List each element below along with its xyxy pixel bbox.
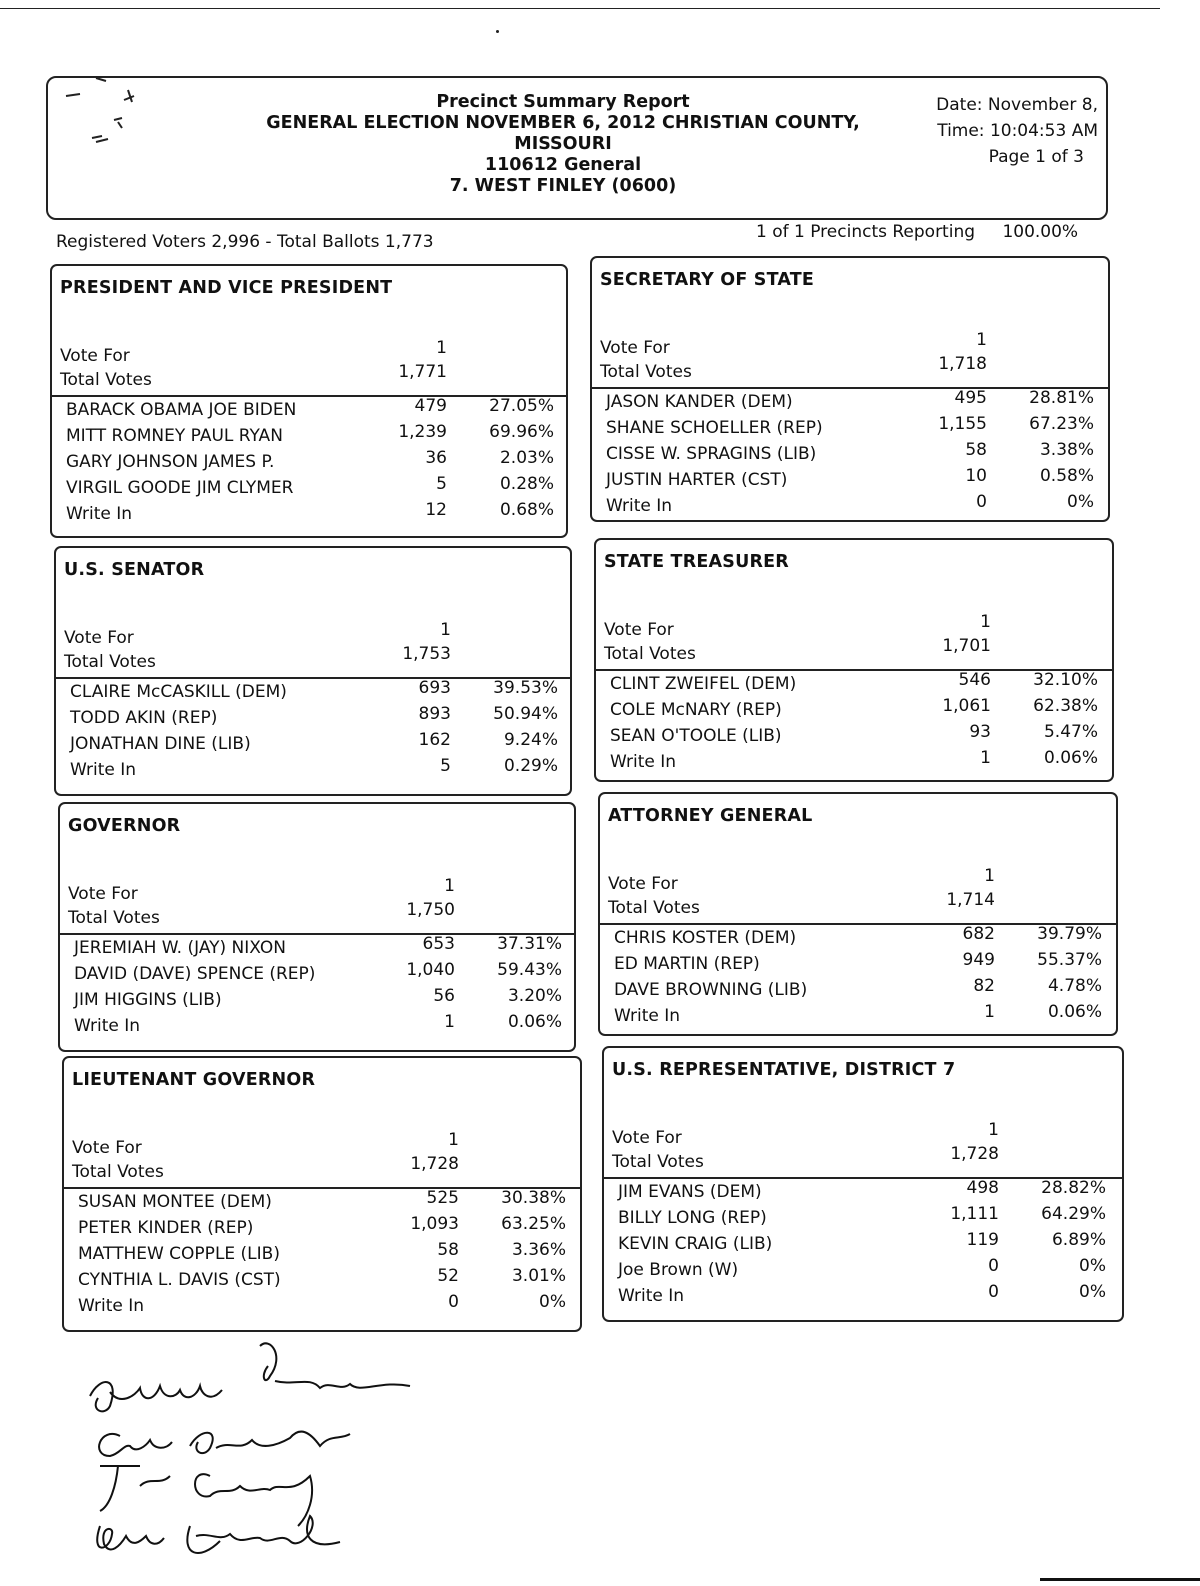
race-box-u-s-representative-district-7	[602, 1046, 1124, 1322]
race-box-u-s-senator	[54, 546, 572, 796]
registered-voters: Registered Voters 2,996 - Total Ballots 1,773	[56, 232, 434, 252]
candidate-name: Write In	[70, 760, 137, 780]
candidate-percent: 69.96%	[489, 422, 554, 442]
candidate-votes: 0	[448, 1292, 459, 1312]
candidate-percent: 37.31%	[497, 934, 562, 954]
report-title	[238, 92, 888, 197]
candidate-percent: 30.38%	[501, 1188, 566, 1208]
total-votes-label: Total Votes	[612, 1152, 704, 1172]
candidate-votes: 1,239	[398, 422, 447, 442]
candidate-percent: 0.58%	[1039, 466, 1094, 486]
candidate-name: Write In	[606, 496, 673, 516]
candidate-name: JASON KANDER (DEM)	[606, 392, 793, 412]
candidate-votes: 5	[436, 474, 447, 494]
total-votes-value: 1,728	[410, 1154, 459, 1174]
vote-for-label: Vote For	[60, 346, 130, 366]
candidate-votes: 893	[418, 704, 451, 724]
candidate-name: BARACK OBAMA JOE BIDEN	[66, 400, 297, 420]
report-header	[46, 76, 1108, 220]
vote-for-value: 1	[444, 876, 455, 896]
candidate-name: CLINT ZWEIFEL (DEM)	[610, 674, 797, 694]
candidate-percent: 59.43%	[497, 960, 562, 980]
candidate-name: DAVE BROWNING (LIB)	[614, 980, 808, 1000]
race-title: ATTORNEY GENERAL	[608, 806, 813, 826]
candidate-votes: 479	[414, 396, 447, 416]
race-title: SECRETARY OF STATE	[600, 270, 815, 290]
candidate-percent: 0%	[1079, 1282, 1106, 1302]
candidate-votes: 1,093	[410, 1214, 459, 1234]
race-title: PRESIDENT AND VICE PRESIDENT	[60, 278, 393, 298]
race-title: STATE TREASURER	[604, 552, 789, 572]
candidate-row	[604, 1282, 1122, 1312]
candidate-name: MITT ROMNEY PAUL RYAN	[66, 426, 283, 446]
candidate-name: SUSAN MONTEE (DEM)	[78, 1192, 272, 1212]
candidate-name: CHRIS KOSTER (DEM)	[614, 928, 797, 948]
vote-for-label: Vote For	[68, 884, 138, 904]
candidate-name: JONATHAN DINE (LIB)	[70, 734, 251, 754]
candidate-percent: 39.53%	[493, 678, 558, 698]
candidate-name: SHANE SCHOELLER (REP)	[606, 418, 823, 438]
race-box-secretary-of-state	[590, 256, 1110, 522]
candidate-percent: 3.01%	[511, 1266, 566, 1286]
total-votes-value: 1,701	[942, 636, 991, 656]
scan-speck	[496, 30, 499, 33]
candidate-percent: 64.29%	[1041, 1204, 1106, 1224]
candidate-name: Write In	[74, 1016, 141, 1036]
candidate-name: Write In	[618, 1286, 685, 1306]
candidate-votes: 12	[425, 500, 447, 520]
total-votes-label: Total Votes	[600, 362, 692, 382]
candidate-percent: 6.89%	[1051, 1230, 1106, 1250]
candidate-percent: 63.25%	[501, 1214, 566, 1234]
candidate-percent: 0.06%	[1043, 748, 1098, 768]
candidate-list	[596, 670, 1112, 778]
candidate-row	[600, 1002, 1116, 1032]
candidate-percent: 27.05%	[489, 396, 554, 416]
candidate-list	[604, 1178, 1122, 1312]
candidate-votes: 56	[433, 986, 455, 1006]
candidate-percent: 0.28%	[499, 474, 554, 494]
candidate-name: CLAIRE McCASKILL (DEM)	[70, 682, 287, 702]
candidate-votes: 36	[425, 448, 447, 468]
candidate-percent: 28.82%	[1041, 1178, 1106, 1198]
candidate-votes: 162	[418, 730, 451, 750]
vote-for-value: 1	[984, 866, 995, 886]
vote-for-label: Vote For	[600, 338, 670, 358]
vote-for-value: 1	[988, 1120, 999, 1140]
total-votes-value: 1,750	[406, 900, 455, 920]
candidate-percent: 0.29%	[503, 756, 558, 776]
vote-for-label: Vote For	[604, 620, 674, 640]
candidate-list	[60, 934, 574, 1042]
candidate-votes: 1,040	[406, 960, 455, 980]
candidate-votes: 1	[980, 748, 991, 768]
candidate-percent: 4.78%	[1047, 976, 1102, 996]
candidate-list	[64, 1188, 580, 1322]
candidate-list	[56, 678, 570, 786]
candidate-votes: 0	[976, 492, 987, 512]
vote-for-value: 1	[980, 612, 991, 632]
candidate-votes: 693	[418, 678, 451, 698]
candidate-percent: 50.94%	[493, 704, 558, 724]
candidate-votes: 10	[965, 466, 987, 486]
candidate-percent: 28.81%	[1029, 388, 1094, 408]
candidate-name: MATTHEW COPPLE (LIB)	[78, 1244, 280, 1264]
vote-for-value: 1	[976, 330, 987, 350]
candidate-percent: 9.24%	[503, 730, 558, 750]
total-votes-label: Total Votes	[72, 1162, 164, 1182]
title-line: Precinct Summary Report	[436, 92, 690, 112]
candidate-percent: 39.79%	[1037, 924, 1102, 944]
vote-for-value: 1	[436, 338, 447, 358]
reporting-percent: 100.00%	[1002, 222, 1079, 242]
candidate-votes: 1	[444, 1012, 455, 1032]
race-title: U.S. SENATOR	[64, 560, 205, 580]
candidate-name: BILLY LONG (REP)	[618, 1208, 767, 1228]
report-meta	[918, 92, 1098, 170]
candidate-percent: 67.23%	[1029, 414, 1094, 434]
candidate-name: Write In	[614, 1006, 681, 1026]
total-votes-value: 1,718	[938, 354, 987, 374]
candidate-votes: 0	[988, 1282, 999, 1302]
candidate-votes: 682	[962, 924, 995, 944]
candidate-percent: 55.37%	[1037, 950, 1102, 970]
candidate-votes: 653	[422, 934, 455, 954]
candidate-name: VIRGIL GOODE JIM CLYMER	[66, 478, 294, 498]
candidate-row	[592, 492, 1108, 522]
candidate-percent: 0%	[1079, 1256, 1106, 1276]
title-line: MISSOURI	[514, 134, 612, 154]
vote-for-label: Vote For	[72, 1138, 142, 1158]
candidate-name: KEVIN CRAIG (LIB)	[618, 1234, 773, 1254]
total-votes-label: Total Votes	[60, 370, 152, 390]
page-number: Page 1 of 3	[988, 147, 1084, 167]
candidate-list	[52, 396, 566, 530]
candidate-percent: 0.68%	[499, 500, 554, 520]
candidate-row	[60, 1012, 574, 1042]
candidate-name: JUSTIN HARTER (CST)	[606, 470, 788, 490]
candidate-votes: 1	[984, 1002, 995, 1022]
candidate-percent: 3.36%	[511, 1240, 566, 1260]
total-votes-label: Total Votes	[68, 908, 160, 928]
candidate-votes: 82	[973, 976, 995, 996]
total-votes-value: 1,714	[946, 890, 995, 910]
candidate-name: CYNTHIA L. DAVIS (CST)	[78, 1270, 281, 1290]
race-box-state-treasurer	[594, 538, 1114, 782]
race-title: LIEUTENANT GOVERNOR	[72, 1070, 316, 1090]
signatures	[80, 1336, 440, 1576]
title-line: GENERAL ELECTION NOVEMBER 6, 2012 CHRISTIAN COUNTY,	[266, 113, 860, 133]
vote-for-value: 1	[440, 620, 451, 640]
candidate-percent: 62.38%	[1033, 696, 1098, 716]
candidate-votes: 58	[437, 1240, 459, 1260]
race-title: U.S. REPRESENTATIVE, DISTRICT 7	[612, 1060, 956, 1080]
title-line: 110612 General	[484, 155, 642, 175]
candidate-votes: 0	[988, 1256, 999, 1276]
candidate-row	[56, 756, 570, 786]
candidate-percent: 32.10%	[1033, 670, 1098, 690]
candidate-name: Write In	[66, 504, 133, 524]
candidate-name: Write In	[610, 752, 677, 772]
candidate-votes: 119	[966, 1230, 999, 1250]
reporting-label: 1 of 1 Precincts Reporting	[756, 222, 976, 242]
candidate-percent: 2.03%	[499, 448, 554, 468]
candidate-votes: 5	[440, 756, 451, 776]
race-box-governor	[58, 802, 576, 1052]
candidate-name: JIM EVANS (DEM)	[618, 1182, 762, 1202]
total-votes-label: Total Votes	[604, 644, 696, 664]
candidate-percent: 0%	[539, 1292, 566, 1312]
handwritten-mark-icon	[58, 76, 148, 156]
candidate-name: GARY JOHNSON JAMES P.	[66, 452, 275, 472]
race-box-president-and-vice-president	[50, 264, 568, 538]
race-box-attorney-general	[598, 792, 1118, 1036]
total-votes-label: Total Votes	[608, 898, 700, 918]
total-votes-label: Total Votes	[64, 652, 156, 672]
candidate-row	[52, 500, 566, 530]
race-title: GOVERNOR	[68, 816, 181, 836]
candidate-votes: 58	[965, 440, 987, 460]
candidate-name: DAVID (DAVE) SPENCE (REP)	[74, 964, 316, 984]
candidate-list	[600, 924, 1116, 1032]
candidate-percent: 0.06%	[507, 1012, 562, 1032]
candidate-row	[64, 1292, 580, 1322]
candidate-list	[592, 388, 1108, 522]
bottom-rule	[1040, 1578, 1200, 1581]
candidate-row	[596, 748, 1112, 778]
candidate-name: Joe Brown (W)	[618, 1260, 739, 1280]
candidate-name: TODD AKIN (REP)	[70, 708, 218, 728]
candidate-percent: 3.38%	[1039, 440, 1094, 460]
candidate-name: ED MARTIN (REP)	[614, 954, 760, 974]
total-votes-value: 1,771	[398, 362, 447, 382]
title-line: 7. WEST FINLEY (0600)	[449, 176, 677, 196]
candidate-votes: 949	[962, 950, 995, 970]
candidate-name: COLE McNARY (REP)	[610, 700, 782, 720]
candidate-votes: 525	[426, 1188, 459, 1208]
candidate-name: Write In	[78, 1296, 145, 1316]
vote-for-value: 1	[448, 1130, 459, 1150]
race-box-lieutenant-governor	[62, 1056, 582, 1332]
vote-for-label: Vote For	[64, 628, 134, 648]
candidate-name: JEREMIAH W. (JAY) NIXON	[74, 938, 286, 958]
candidate-votes: 546	[958, 670, 991, 690]
report-date: Date: November 8,	[936, 95, 1098, 115]
precincts-reporting	[756, 222, 1078, 242]
candidate-votes: 52	[437, 1266, 459, 1286]
candidate-name: SEAN O'TOOLE (LIB)	[610, 726, 782, 746]
candidate-percent: 5.47%	[1043, 722, 1098, 742]
candidate-percent: 0%	[1067, 492, 1094, 512]
total-votes-value: 1,753	[402, 644, 451, 664]
candidate-votes: 93	[969, 722, 991, 742]
total-votes-value: 1,728	[950, 1144, 999, 1164]
candidate-name: JIM HIGGINS (LIB)	[74, 990, 222, 1010]
candidate-votes: 1,111	[950, 1204, 999, 1224]
candidate-percent: 0.06%	[1047, 1002, 1102, 1022]
candidate-votes: 1,061	[942, 696, 991, 716]
candidate-percent: 3.20%	[507, 986, 562, 1006]
vote-for-label: Vote For	[608, 874, 678, 894]
top-rule	[0, 8, 1160, 9]
report-time: Time: 10:04:53 AM	[937, 121, 1098, 141]
candidate-name: CISSE W. SPRAGINS (LIB)	[606, 444, 817, 464]
candidate-votes: 498	[966, 1178, 999, 1198]
candidate-name: PETER KINDER (REP)	[78, 1218, 254, 1238]
vote-for-label: Vote For	[612, 1128, 682, 1148]
candidate-votes: 1,155	[938, 414, 987, 434]
candidate-votes: 495	[954, 388, 987, 408]
